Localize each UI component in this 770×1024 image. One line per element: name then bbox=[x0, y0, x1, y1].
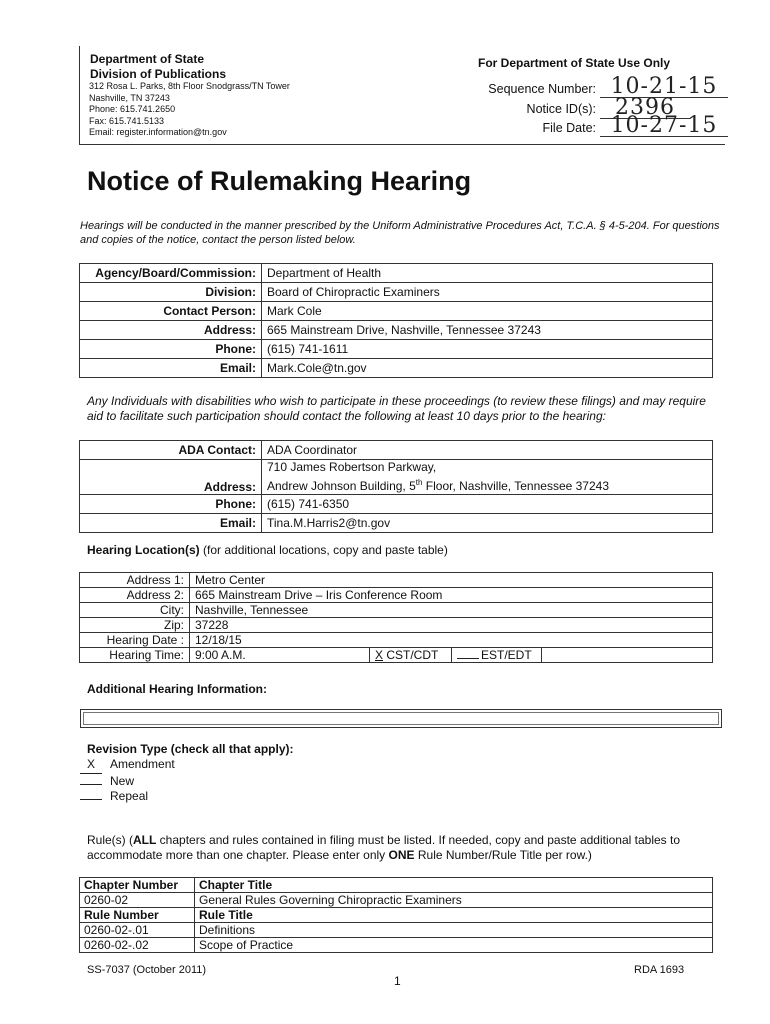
agency-value[interactable]: Department of Health bbox=[262, 264, 713, 283]
rule-title-value[interactable]: Definitions bbox=[195, 923, 713, 938]
ada-email-value[interactable]: Tina.M.Harris2@tn.gov bbox=[262, 514, 713, 533]
file-date-value: 10-27-15 bbox=[600, 116, 728, 137]
table-row bbox=[80, 359, 713, 378]
hearing-time-label: Hearing Time: bbox=[80, 648, 190, 663]
division-value[interactable]: Board of Chiropractic Examiners bbox=[262, 283, 713, 302]
rule-number-value[interactable]: 0260-02-.02 bbox=[80, 938, 195, 953]
cst-cdt-option[interactable]: X CST/CDT bbox=[370, 648, 452, 663]
ada-note: Any Individuals with disabilities who wish to participate in these proceedings (to review these filings) and may require aid to facilitate such participation should contact the following at least 10 days prior to the hearing: bbox=[87, 394, 706, 423]
address2-value[interactable]: 665 Mainstream Drive – Iris Conference Room bbox=[190, 588, 713, 603]
page-title: Notice of Rulemaking Hearing bbox=[87, 166, 472, 196]
intro-text: Hearings will be conducted in the manner prescribed by the Uniform Administrative Procedures Act, T.C.A. § 4-5-204. For questions and copies of the notice, contact the person listed below. bbox=[80, 220, 720, 246]
additional-info-field[interactable] bbox=[80, 709, 722, 728]
agency-table bbox=[79, 263, 713, 378]
notice-id-label: Notice ID(s): bbox=[526, 102, 596, 116]
file-date-label: File Date: bbox=[542, 121, 596, 135]
table-row bbox=[80, 264, 713, 283]
rules-table bbox=[79, 877, 713, 953]
revision-repeal-option[interactable]: Repeal bbox=[80, 789, 175, 805]
ada-contact-label: ADA Contact: bbox=[80, 441, 262, 460]
hearing-location-table bbox=[79, 572, 713, 663]
ada-address-value[interactable]: 710 James Robertson Parkway, Andrew Johnson Building, 5th Floor, Nashville, Tennessee 37243 bbox=[262, 460, 713, 495]
rule-title-value[interactable]: Scope of Practice bbox=[195, 938, 713, 953]
email-value[interactable]: Mark.Cole@tn.gov bbox=[262, 359, 713, 378]
zip-label: Zip: bbox=[80, 618, 190, 633]
ada-phone-value[interactable]: (615) 741-6350 bbox=[262, 495, 713, 514]
chapter-number-header: Chapter Number bbox=[80, 878, 195, 893]
rules-note: Rule(s) (ALL chapters and rules contained in filing must be listed. If needed, copy and paste additional tables to accommodate more than one chapter. Please enter only ONE Rule Number/Rule Title per row.) bbox=[87, 833, 681, 862]
table-row bbox=[80, 893, 713, 908]
phone-value[interactable]: (615) 741-1611 bbox=[262, 340, 713, 359]
sequence-number-value: 10-21-15 bbox=[600, 77, 728, 98]
repeal-mark bbox=[80, 799, 102, 800]
table-row bbox=[80, 302, 713, 321]
table-row bbox=[80, 283, 713, 302]
table-row bbox=[80, 923, 713, 938]
rda-number: RDA 1693 bbox=[634, 964, 685, 976]
notice-id-value: 2396 bbox=[600, 98, 690, 119]
table-row bbox=[80, 588, 713, 603]
header-box bbox=[79, 46, 725, 145]
ada-contact-value[interactable]: ADA Coordinator bbox=[262, 441, 713, 460]
ada-phone-label: Phone: bbox=[80, 495, 262, 514]
page-number: 1 bbox=[394, 974, 401, 988]
address1-value[interactable]: Metro Center bbox=[190, 573, 713, 588]
amendment-mark: X bbox=[80, 757, 102, 774]
rule-number-value[interactable]: 0260-02-.01 bbox=[80, 923, 195, 938]
chapter-title-value[interactable]: General Rules Governing Chiropractic Examiners bbox=[195, 893, 713, 908]
table-row bbox=[80, 495, 713, 514]
chapter-title-header: Chapter Title bbox=[195, 878, 713, 893]
table-row bbox=[80, 441, 713, 460]
est-edt-option[interactable]: EST/EDT bbox=[452, 648, 542, 663]
department-name: Department of State Division of Publications bbox=[90, 52, 227, 81]
ada-address-label: Address: bbox=[80, 460, 262, 495]
est-edt-mark bbox=[457, 658, 479, 659]
chapter-number-value[interactable]: 0260-02 bbox=[80, 893, 195, 908]
table-row bbox=[80, 908, 713, 923]
email-label: Email: bbox=[80, 359, 262, 378]
agency-label: Agency/Board/Commission: bbox=[80, 264, 262, 283]
address1-label: Address 1: bbox=[80, 573, 190, 588]
ada-table bbox=[79, 440, 713, 533]
table-row bbox=[80, 648, 713, 663]
new-mark bbox=[80, 784, 102, 785]
revision-type-heading: Revision Type (check all that apply): bbox=[87, 742, 294, 756]
revision-amendment-option[interactable]: X Amendment bbox=[80, 757, 175, 774]
sequence-number-label: Sequence Number: bbox=[488, 82, 596, 96]
city-label: City: bbox=[80, 603, 190, 618]
address-value[interactable]: 665 Mainstream Drive, Nashville, Tennessee 37243 bbox=[262, 321, 713, 340]
department-address: 312 Rosa L. Parks, 8th Floor Snodgrass/TN Tower Nashville, TN 37243 Phone: 615.741.2650 Fax: 615.741.5133 Email: register.information@tn.gov bbox=[89, 81, 290, 137]
table-row bbox=[80, 321, 713, 340]
table-row bbox=[80, 573, 713, 588]
rule-title-header: Rule Title bbox=[195, 908, 713, 923]
contact-person-label: Contact Person: bbox=[80, 302, 262, 321]
revision-options bbox=[80, 757, 175, 805]
hearing-location-heading: Hearing Location(s) (for additional locations, copy and paste table) bbox=[87, 543, 448, 557]
state-use-only-heading: For Department of State Use Only bbox=[478, 56, 671, 70]
additional-info-heading: Additional Hearing Information: bbox=[87, 682, 267, 696]
table-row bbox=[80, 878, 713, 893]
rule-number-header: Rule Number bbox=[80, 908, 195, 923]
contact-person-value[interactable]: Mark Cole bbox=[262, 302, 713, 321]
revision-new-option[interactable]: New bbox=[80, 774, 175, 790]
division-label: Division: bbox=[80, 283, 262, 302]
table-row bbox=[80, 938, 713, 953]
address-label: Address: bbox=[80, 321, 262, 340]
table-row bbox=[80, 603, 713, 618]
phone-label: Phone: bbox=[80, 340, 262, 359]
table-row bbox=[80, 460, 713, 495]
ada-email-label: Email: bbox=[80, 514, 262, 533]
hearing-date-value[interactable]: 12/18/15 bbox=[190, 633, 713, 648]
hearing-date-label: Hearing Date : bbox=[80, 633, 190, 648]
hearing-time-value[interactable]: 9:00 A.M. bbox=[190, 648, 370, 663]
city-value[interactable]: Nashville, Tennessee bbox=[190, 603, 713, 618]
table-row bbox=[80, 618, 713, 633]
address2-label: Address 2: bbox=[80, 588, 190, 603]
form-id: SS-7037 (October 2011) bbox=[87, 964, 207, 976]
zip-value[interactable]: 37228 bbox=[190, 618, 713, 633]
cst-cdt-mark: X bbox=[375, 648, 384, 662]
table-row bbox=[80, 340, 713, 359]
table-row bbox=[80, 514, 713, 533]
table-row bbox=[80, 633, 713, 648]
